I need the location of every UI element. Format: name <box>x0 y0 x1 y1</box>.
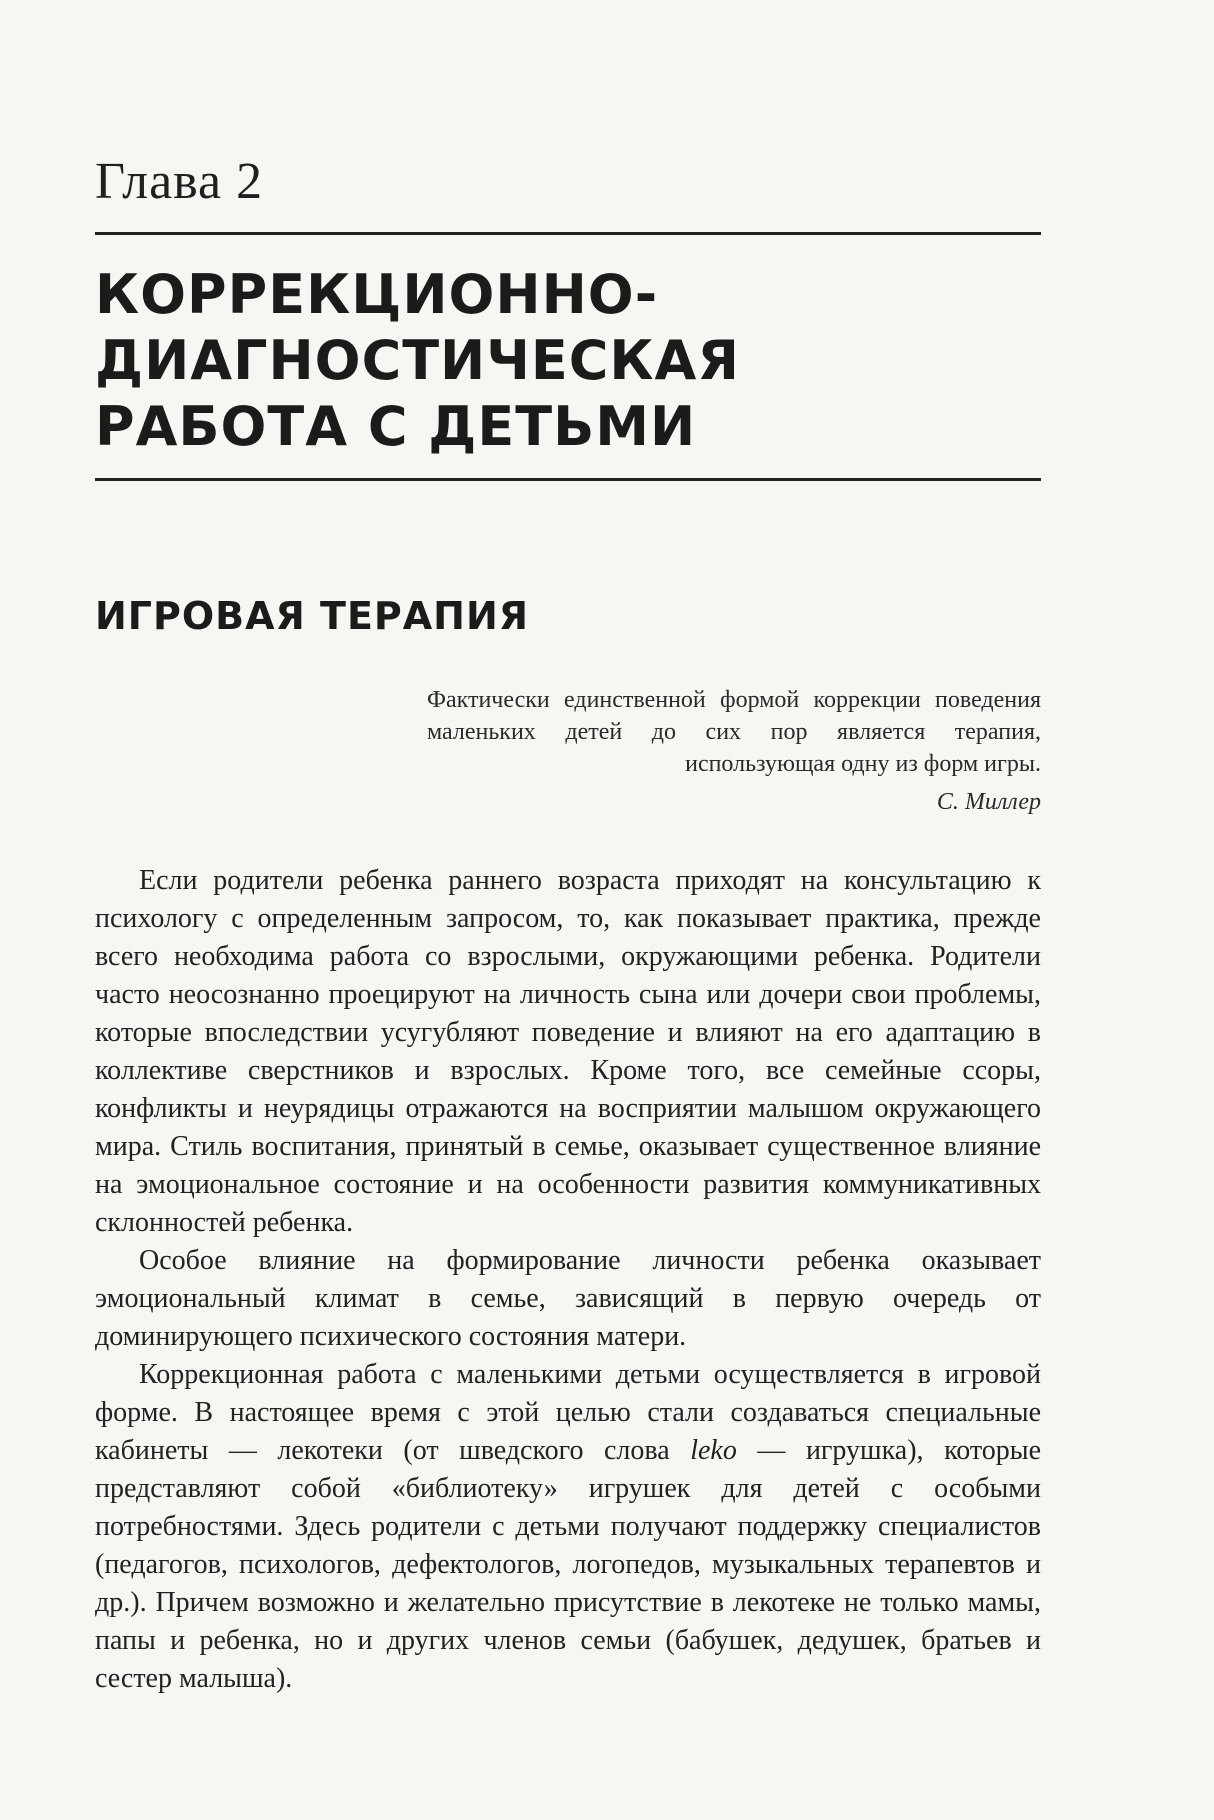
chapter-title-line-2: ДИАГНОСТИЧЕСКАЯ <box>95 329 740 392</box>
chapter-title-line-1: КОРРЕКЦИОННО- <box>95 263 659 326</box>
paragraph-3-text-before: Коррекционная работа с маленькими детьми осуществляется в игровой форме. В настоящее время с этой целью стали создаваться специальные кабинеты — лекотеки (от шведского слова <box>95 1359 1041 1466</box>
paragraph-3 <box>95 1356 1041 1698</box>
epigraph-author: С. Миллер <box>936 789 1041 815</box>
paragraph-1: Если родители ребенка раннего возраста приходят на консультацию к психологу с определенным запросом, то, как показывает практика, прежде всего необходима работа со взрослыми, окружающими ребенка. Родители часто неосознанно проецируют на личность сына или дочери свои проблемы, которые впоследствии усугубляют поведение и влияют на его адаптацию в коллективе сверстников и взрослых. Кроме того, все семейные ссоры, конфликты и неурядицы отражаются на восприятии малышом окружающего мира. Стиль воспитания, принятый в семье, оказывает существенное влияние на эмоциональное состояние и на особенности развития коммуникативных склонностей ребенка. <box>95 865 1041 1238</box>
body-text <box>95 862 1041 1698</box>
epigraph <box>427 684 1041 818</box>
chapter-title-bottom-rule <box>95 478 1041 481</box>
section-title: ИГРОВАЯ ТЕРАПИЯ <box>95 594 530 638</box>
epigraph-text: Фактически единственной формой коррекции поведения маленьких детей до сих пор является терапия, использующая одну из форм игры. <box>427 687 1041 777</box>
chapter-label: Глава 2 <box>95 153 264 210</box>
book-page <box>95 0 1041 1820</box>
chapter-title-top-rule <box>95 232 1041 235</box>
paragraph-3-term: leko <box>690 1435 737 1466</box>
chapter-title <box>95 262 740 460</box>
paragraph-2: Особое влияние на формирование личности ребенка оказывает эмоциональный климат в семье, зависящий в первую очередь от доминирующего психического состояния матери. <box>95 1245 1041 1352</box>
chapter-title-line-3: РАБОТА С ДЕТЬМИ <box>95 395 697 458</box>
paragraph-3-text-after: — игрушка), которые представляют собой «библиотеку» игрушек для детей с особыми потребностями. Здесь родители с детьми получают поддержку специалистов (педагогов, психологов, дефектологов, логопедов, музыкальных терапевтов и др.). Причем возможно и желательно присутствие в лекотеке не только мамы, папы и ребенка, но и других членов семьи (бабушек, дедушек, братьев и сестер малыша). <box>95 1435 1042 1694</box>
